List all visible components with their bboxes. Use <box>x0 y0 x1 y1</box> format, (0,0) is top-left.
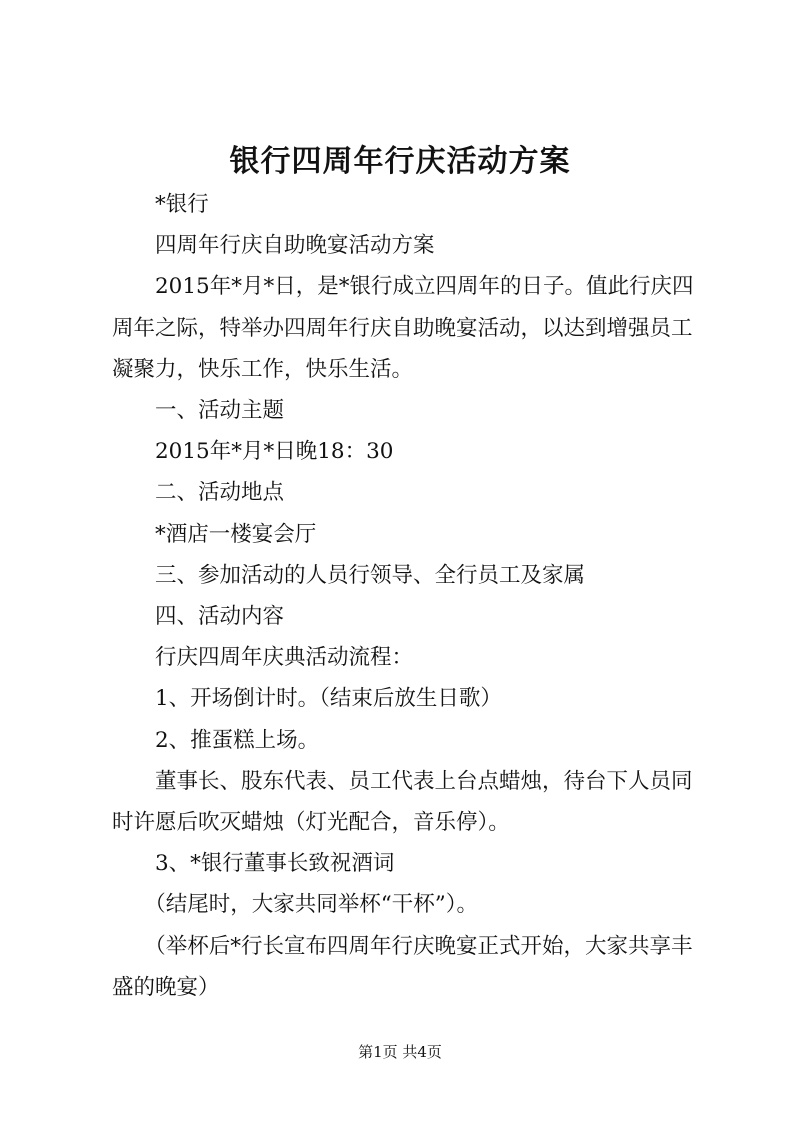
section-heading-content: 四、活动内容 <box>155 604 285 630</box>
paragraph-subtitle: 四周年行庆自助晚宴活动方案 <box>155 233 435 259</box>
paragraph-bank-name: *银行 <box>155 192 209 217</box>
section-heading-theme: 一、活动主题 <box>155 398 285 424</box>
paragraph-intro: 2015年*月*日，是*银行成立四周年的日子。值此行庆四周年之际，特举办四周年行庆自助晚宴活动，以达到增强员工凝聚力，快乐工作，快乐生活。 <box>112 274 694 382</box>
document-body <box>112 184 702 1008</box>
list-item-countdown: 1、开场倒计时。（结束后放生日歌） <box>155 686 502 712</box>
paragraph-date-time: 2015年*月*日晚18：30 <box>155 439 394 465</box>
list-item-toast: 3、*银行董事长致祝酒词 <box>155 851 395 877</box>
paragraph-cheers: （结尾时，大家共同举杯“干杯”）。 <box>144 892 478 918</box>
section-heading-location: 二、活动地点 <box>155 480 285 506</box>
list-item-cake: 2、推蛋糕上场。 <box>155 727 320 753</box>
page-number-footer: 第1页 共4页 <box>358 1043 442 1061</box>
paragraph-banquet-start: （举杯后*行长宣布四周年行庆晚宴正式开始，大家共享丰盛的晚宴） <box>112 933 693 1000</box>
document-title: 银行四周年行庆活动方案 <box>229 144 571 179</box>
paragraph-candles: 董事长、股东代表、员工代表上台点蜡烛，待台下人员同时许愿后吹灭蜡烛（灯光配合，音乐停）。 <box>112 768 693 836</box>
paragraph-location: *酒店一楼宴会厅 <box>155 521 317 547</box>
paragraph-process-intro: 行庆四周年庆典活动流程： <box>155 645 414 671</box>
section-heading-participants: 三、参加活动的人员行领导、全行员工及家属 <box>155 562 586 588</box>
